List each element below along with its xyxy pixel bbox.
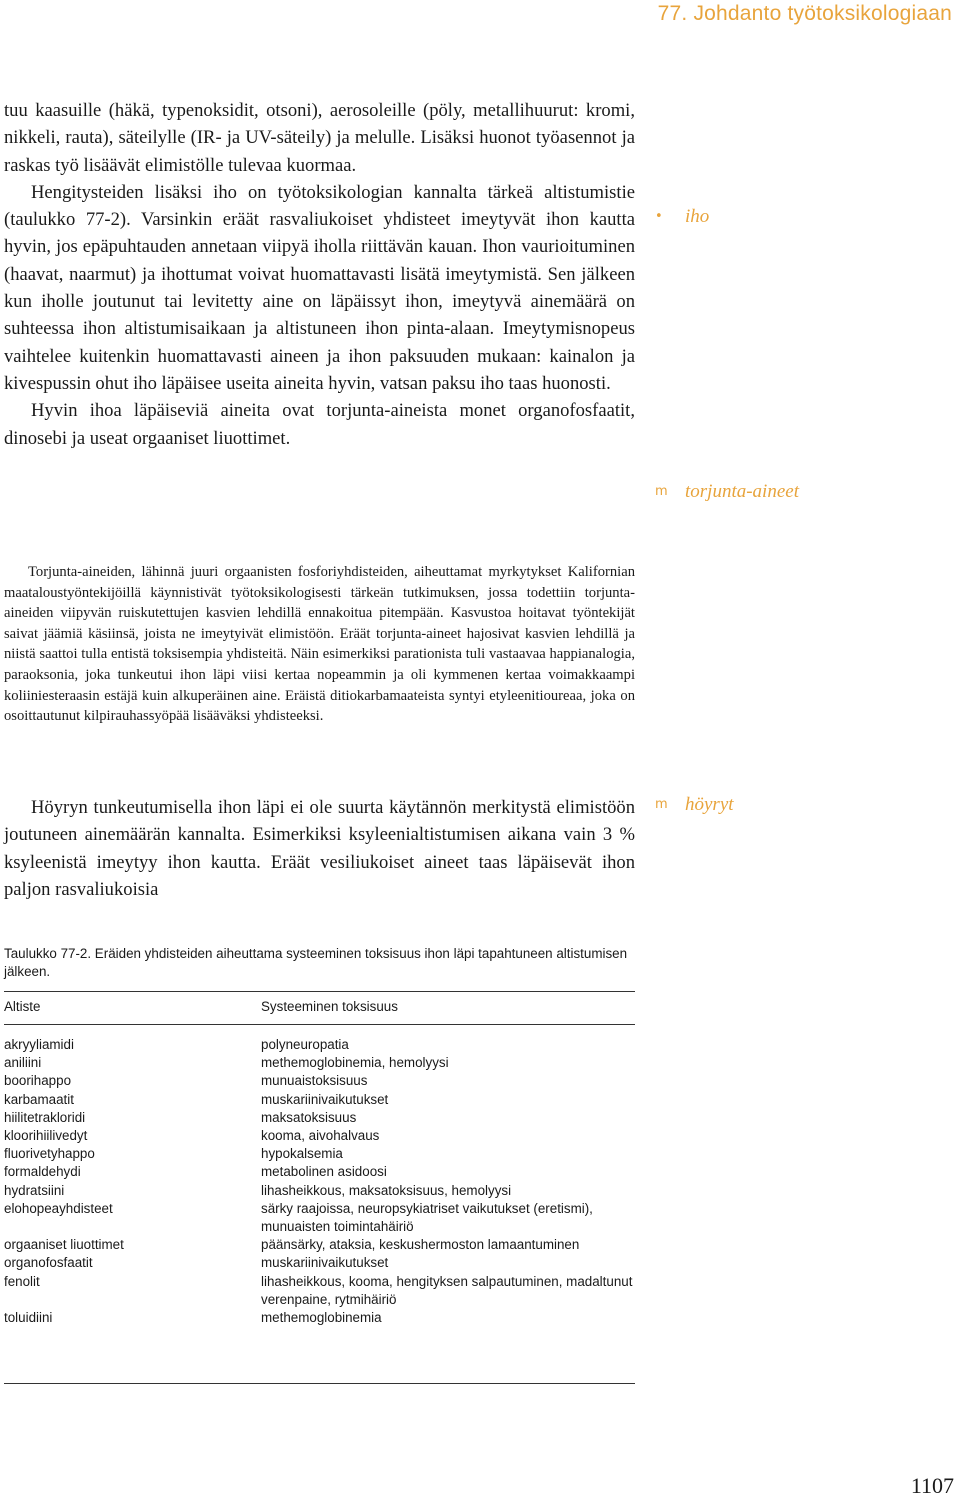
table-row: [4, 1072, 635, 1090]
cell-altiste: organofosfaatit: [4, 1255, 93, 1271]
cell-altiste: formaldehydi: [4, 1164, 81, 1180]
cell-altiste: orgaaniset liuottimet: [4, 1237, 124, 1253]
table-row: [4, 1236, 635, 1254]
cell-toksisuus: särky raajoissa, neuropsykiatriset vaikutukset (eretismi), munuaisten toimintahäiriö: [261, 1200, 593, 1235]
paragraph: tuu kaasuille (häkä, typenoksidit, otsoni), aerosoleille (pöly, metallihuurut: kromi, nikkeli, rauta), säteilylle (IR- ja UV-säteily) ja melulle. Lisäksi huonot työasennot ja raskas työ lisäävät elimistölle tulevaa kuormaa.: [4, 100, 635, 176]
steam-text: [4, 794, 635, 903]
table-row: [4, 1163, 635, 1181]
chapter-header: 77. Johdanto työtoksikologiaan: [657, 2, 952, 25]
cell-toksisuus: maksatoksisuus: [261, 1109, 357, 1125]
note-marker: m: [655, 484, 668, 499]
cell-altiste: aniliini: [4, 1055, 42, 1071]
margin-note-label: iho: [685, 206, 710, 227]
cell-altiste: hiilitetrakloridi: [4, 1109, 86, 1125]
table-row: [4, 1109, 635, 1127]
table-row: [4, 1273, 635, 1309]
cell-toksisuus: metabolinen asidoosi: [261, 1164, 387, 1180]
cell-altiste: elohopeayhdisteet: [4, 1200, 113, 1216]
table-bottom-rule: [4, 1383, 635, 1384]
margin-note-torjunta-aineet: [655, 481, 799, 503]
cell-altiste: fluorivetyhappo: [4, 1146, 95, 1162]
cell-altiste: akryyliamidi: [4, 1037, 74, 1052]
margin-note-hoyryt: [655, 794, 734, 816]
margin-note-iho: [655, 206, 709, 228]
table-row: [4, 1091, 635, 1109]
cell-toksisuus: lihasheikkous, kooma, hengityksen salpautuminen, madaltunut verenpaine, rytmihäiriö: [261, 1273, 633, 1307]
cell-toksisuus: polyneuropatia: [261, 1037, 349, 1052]
table-top-rule: [4, 991, 635, 992]
cell-toksisuus: muskariinivaikutukset: [261, 1255, 389, 1271]
table-row: [4, 1145, 635, 1163]
cell-altiste: fenolit: [4, 1273, 40, 1289]
table-header-rule: [4, 1024, 635, 1025]
table-row: [4, 1036, 635, 1054]
cell-toksisuus: päänsärky, ataksia, keskushermoston lamaantuminen: [261, 1237, 580, 1253]
table-row: [4, 1054, 635, 1072]
table-row: [4, 1127, 635, 1145]
cell-altiste: toluidiini: [4, 1310, 53, 1326]
toxicity-table: [4, 1036, 635, 1327]
cell-altiste: hydratsiini: [4, 1182, 65, 1198]
column-header-toksisuus: Systeeminen toksisuus: [261, 999, 398, 1014]
cell-toksisuus: lihasheikkous, maksatoksisuus, hemolyysi: [261, 1182, 512, 1198]
pesticide-case-box: [4, 562, 635, 727]
cell-toksisuus: methemoglobinemia, hemolyysi: [261, 1055, 449, 1071]
margin-note-label: torjunta-aineet: [685, 481, 799, 502]
margin-note-label: höyryt: [685, 794, 734, 815]
bullet-marker: •: [655, 209, 663, 224]
table-row: [4, 1200, 635, 1236]
table-row: [4, 1309, 635, 1327]
table-row: [4, 1182, 635, 1200]
table-caption: Taulukko 77-2. Eräiden yhdisteiden aiheuttama systeeminen toksisuus ihon läpi tapahtuneen altistumisen jälkeen.: [4, 946, 628, 979]
cell-toksisuus: kooma, aivohalvaus: [261, 1128, 380, 1144]
cell-toksisuus: methemoglobinemia: [261, 1310, 382, 1326]
page-number: 1107: [910, 1473, 954, 1498]
paragraph: Höyryn tunkeutumisella ihon läpi ei ole suurta käytännön merkitystä elimistöön joutuneen ainemäärän kannalta. Esimerkiksi ksyleenialtistumisen aikana vain 3 % ksyleenistä imeytyy ihon kautta. Eräät vesiliukoiset aineet taas läpäisevät ihon paljon rasvaliukoisia: [4, 797, 635, 900]
cell-altiste: boorihappo: [4, 1073, 72, 1089]
paragraph: Hengitysteiden lisäksi iho on työtoksikologian kannalta tärkeä altistumistie (taulukko 77-2). Varsinkin eräät rasvaliukoiset yhdisteet imeytyvät ihon kautta hyvin, jos epäpuhtauden annetaan viipyä iholla riittävän kauan. Ihon vaurioituminen (haavat, naarmut) ja ihottumat voivat huomattavasti lisätä imeytymistä. Sen jälkeen kun iholle joutunut tai levitetty aine on läpäissyt ihon, imeytyvä ainemäärä on suhteessa ihon altistumisaikaan ja altistuneen ihon pinta-alaan. Imeytymisnopeus vaihtelee kuitenkin huomattavasti aineen ja ihon paksuuden mukaan: kainalon ja kivespussin ohut iho läpäisee useita aineita hyvin, vatsan paksu iho taas huonosti.: [4, 181, 635, 394]
aside-paragraph: Torjunta-aineiden, lähinnä juuri orgaanisten fosforiyhdisteiden, aiheuttamat myrkytykset Kalifornian maataloustyöntekijöillä käynnistivät työtoksikologisesti tärkeän tutkimuksen, jossa todettiin torjunta-aineiden viipyvän ruiskutettujen kasvien lehdillä ennakoitua pitempään. Kasvustoa hoitavat työntekijät saivat jäämiä käsiinsä, joista ne imeytyivät elimistöön. Eräät torjunta-aineet hajosivat kasvien lehdillä ja niistä saattoi tulla entistä toksisempia yhdisteitä. Näin esimerkiksi parationista tuli vastaavaa happianalogia, paraoksonia, joka tunkeutui ihon läpi viisi kertaa nopeammin ja oli kymmenen kertaa voimakkaampi koliiniesteraasin estäjä kuin alkuperäinen aine. Eräistä ditiokarbamaateista syntyi etyleenitioureaa, joka on osoittautunut kilpirauhassyöpää lisääväksi yhdisteeksi.: [4, 564, 635, 725]
cell-toksisuus: hypokalsemia: [261, 1146, 343, 1162]
cell-altiste: karbamaatit: [4, 1091, 74, 1107]
cell-toksisuus: muskariinivaikutukset: [261, 1091, 389, 1107]
cell-toksisuus: munuaistoksisuus: [261, 1073, 368, 1089]
intro-text: [4, 97, 635, 452]
column-header-altiste: Altiste: [4, 999, 41, 1014]
note-marker: m: [655, 797, 668, 812]
paragraph: Hyvin ihoa läpäiseviä aineita ovat torjunta-aineista monet organofosfaatit, dinosebi ja useat orgaaniset liuottimet.: [4, 400, 635, 449]
cell-altiste: kloorihiilivedyt: [4, 1128, 88, 1144]
table-row: [4, 1254, 635, 1272]
